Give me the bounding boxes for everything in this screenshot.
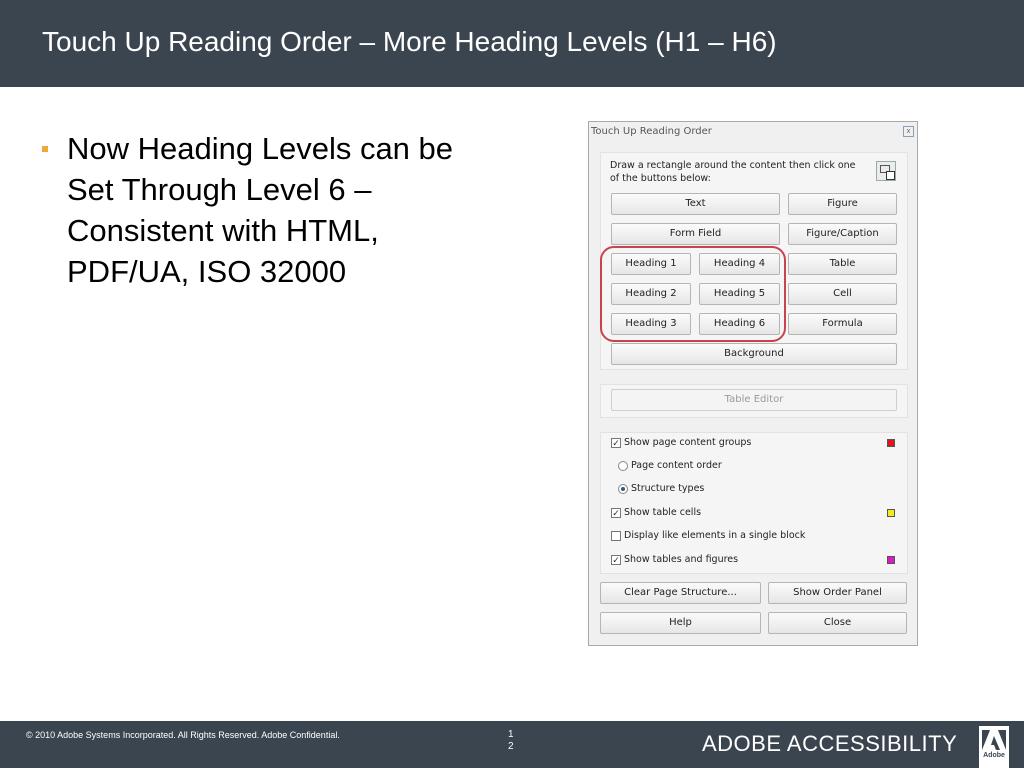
touch-up-reading-order-dialog [588, 121, 918, 646]
slide-footer [0, 721, 1024, 768]
slide-header [0, 0, 1024, 87]
help-button[interactable]: Help [600, 612, 761, 634]
show-tables-figures-label: Show tables and figures [624, 554, 739, 565]
heading-6-button[interactable]: Heading 6 [699, 313, 780, 335]
show-tables-figures-checkbox[interactable]: ✓ [612, 555, 620, 565]
figure-caption-button[interactable]: Figure/Caption [788, 223, 897, 245]
show-page-content-groups-checkbox[interactable]: ✓ [612, 438, 620, 448]
heading-3-button[interactable]: Heading 3 [611, 313, 691, 335]
options-group [600, 432, 908, 574]
brand-text: ADOBE ACCESSIBILITY [702, 731, 958, 756]
bullet-text: Now Heading Levels can be Set Through Level 6 – Consistent with HTML, PDF/UA, ISO 32000 [67, 131, 454, 289]
background-button[interactable]: Background [611, 343, 897, 365]
text-button[interactable]: Text [611, 193, 780, 215]
page-number [508, 729, 514, 753]
instruction-text: Draw a rectangle around the content then click one of the buttons below: [610, 160, 856, 184]
close-icon[interactable]: x [903, 126, 914, 137]
close-button[interactable]: Close [768, 612, 907, 634]
show-page-content-groups-label: Show page content groups [624, 437, 752, 448]
adobe-logo [979, 726, 1009, 768]
tables-figures-color-swatch[interactable] [887, 556, 895, 564]
adobe-logo-word: Adobe [983, 752, 1005, 759]
bullet-marker [42, 146, 48, 152]
display-like-elements-label: Display like elements in a single block [624, 530, 806, 541]
page-number-line2: 2 [508, 741, 514, 752]
page-content-order-label: Page content order [631, 460, 722, 471]
show-table-cells-label: Show table cells [624, 507, 702, 518]
display-like-elements-checkbox[interactable] [611, 531, 621, 541]
clear-page-structure-button[interactable]: Clear Page Structure... [600, 582, 761, 604]
dialog-title: Touch Up Reading Order [591, 126, 712, 137]
formula-button[interactable]: Formula [788, 313, 897, 335]
show-order-panel-button[interactable]: Show Order Panel [768, 582, 907, 604]
table-cells-color-swatch[interactable] [887, 509, 895, 517]
structure-types-label: Structure types [631, 483, 705, 494]
cell-button[interactable]: Cell [788, 283, 897, 305]
slide-title: Touch Up Reading Order – More Heading Levels (H1 – H6) [42, 26, 777, 57]
page-content-order-radio[interactable] [618, 461, 628, 471]
structure-types-radio[interactable] [618, 484, 628, 494]
copyright-text: © 2010 Adobe Systems Incorporated. All Rights Reserved. Adobe Confidential. [26, 730, 340, 740]
heading-1-button[interactable]: Heading 1 [611, 253, 691, 275]
adobe-a-icon [982, 730, 1006, 750]
figure-button[interactable]: Figure [788, 193, 897, 215]
form-field-button[interactable]: Form Field [611, 223, 780, 245]
page-content-groups-color-swatch[interactable] [887, 439, 895, 447]
heading-levels-highlight [600, 246, 786, 342]
table-button[interactable]: Table [788, 253, 897, 275]
heading-2-button[interactable]: Heading 2 [611, 283, 691, 305]
heading-4-button[interactable]: Heading 4 [699, 253, 780, 275]
region-select-icon[interactable] [876, 161, 896, 181]
page-number-line1: 1 [508, 729, 514, 740]
heading-5-button[interactable]: Heading 5 [699, 283, 780, 305]
table-editor-button[interactable]: Table Editor [611, 389, 897, 411]
show-table-cells-checkbox[interactable]: ✓ [612, 508, 620, 518]
